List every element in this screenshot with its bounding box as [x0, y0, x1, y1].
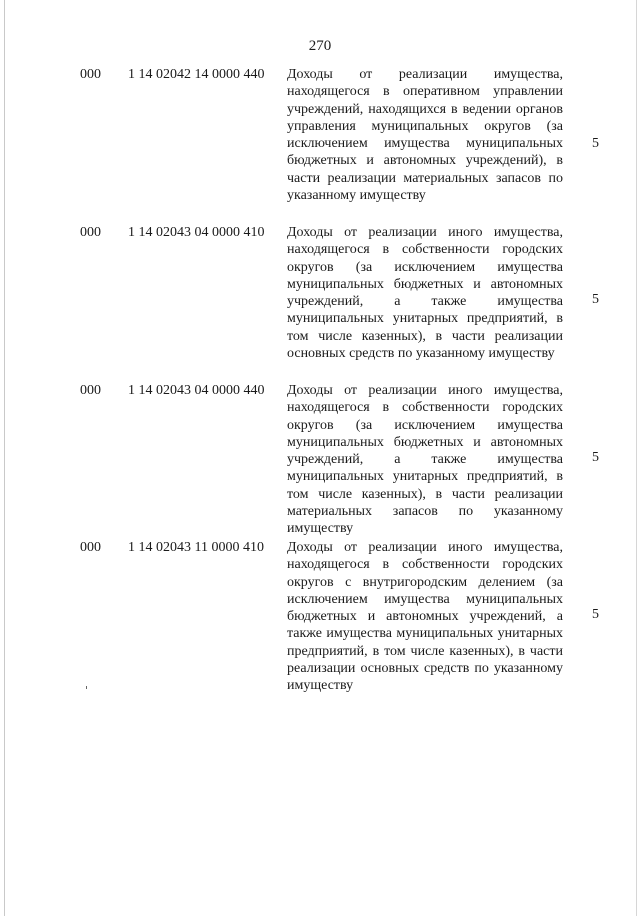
admin-code: 000	[80, 540, 101, 555]
rate-value: 5	[592, 136, 599, 151]
scan-speck	[86, 686, 87, 689]
scan-edge-right	[636, 0, 637, 916]
admin-code: 000	[80, 225, 101, 240]
rate-value: 5	[592, 450, 599, 465]
rate-value: 5	[592, 607, 599, 622]
scan-edge-left	[4, 0, 5, 916]
income-description: Доходы от реализации иного имущества, находящегося в собственности городских округов с внутригородским делением (за исключением имущества муниципальных бюджетных и автономных учреждений, а также имущества муниципальных унитарных предприятий, в том числе казенных), в части реализации основных средств по указанному имуществу	[287, 540, 563, 694]
income-description: Доходы от реализации имущества, находящегося в оперативном управлении учреждений, находящихся в ведении органов управления муниципальных округов (за исключением имущества муниципальных бюджетных и автономных учреждений), в части реализации материальных запасов по указанному имуществу	[287, 67, 563, 204]
budget-classification-code: 1 14 02043 04 0000 440	[128, 383, 265, 398]
admin-code: 000	[80, 67, 101, 82]
income-description: Доходы от реализации иного имущества, находящегося в собственности городских округов (за исключением имущества муниципальных бюджетных и автономных учреждений, а также имущества муниципальных унитарных предприятий, в том числе казенных), в части реализации основных средств по указанному имуществу	[287, 225, 563, 362]
admin-code: 000	[80, 383, 101, 398]
budget-classification-code: 1 14 02042 14 0000 440	[128, 67, 265, 82]
rate-value: 5	[592, 292, 599, 307]
income-description: Доходы от реализации иного имущества, находящегося в собственности городских округов (за исключением имущества муниципальных бюджетных и автономных учреждений, а также имущества муниципальных унитарных предприятий, в том числе казенных), в части реализации материальных запасов по указанному имуществу	[287, 383, 563, 537]
budget-classification-code: 1 14 02043 04 0000 410	[128, 225, 265, 240]
page-number: 270	[308, 38, 332, 54]
budget-classification-code: 1 14 02043 11 0000 410	[128, 540, 264, 555]
